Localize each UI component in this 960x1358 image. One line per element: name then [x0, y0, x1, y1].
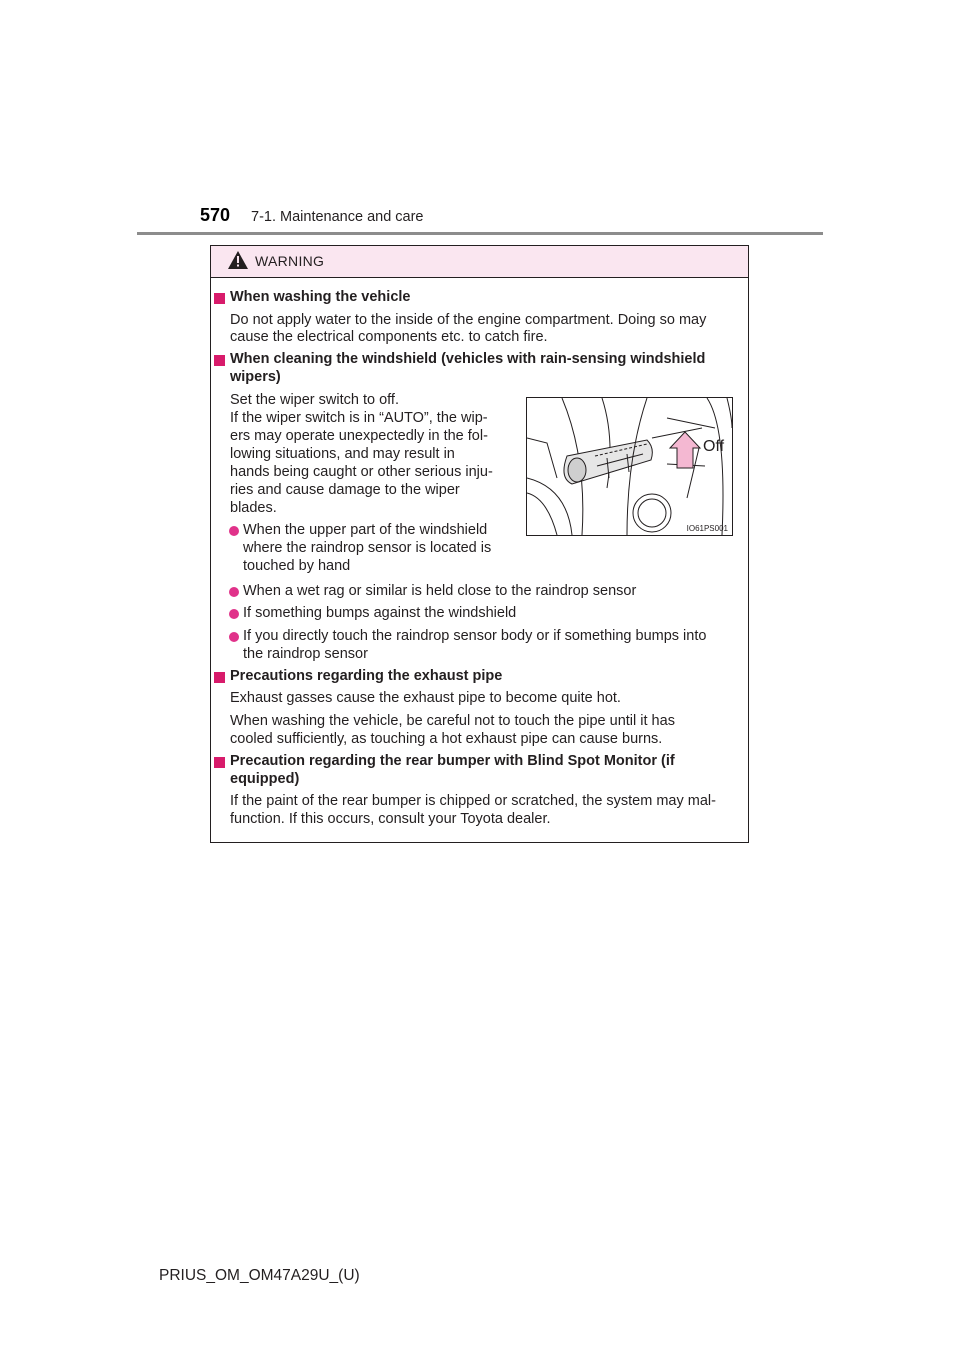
- para-wiper-5: hands being caught or other serious inju-: [230, 464, 493, 480]
- para-wiper-7: blades.: [230, 500, 277, 516]
- heading-windshield-2: wipers): [230, 369, 281, 385]
- round-bullet: [229, 632, 239, 642]
- bullet-upper-windshield-1: When the upper part of the windshield: [243, 522, 488, 538]
- heading-bumper-1: Precaution regarding the rear bumper with Blind Spot Monitor (if: [230, 753, 675, 769]
- section-title: 7-1. Maintenance and care: [251, 209, 424, 225]
- bullet-touch-sensor-2: the raindrop sensor: [243, 646, 368, 662]
- para-washing-1: Do not apply water to the inside of the engine compartment. Doing so may: [230, 312, 707, 328]
- round-bullet: [229, 526, 239, 536]
- para-wiper-1: Set the wiper switch to off.: [230, 392, 399, 408]
- para-wiper-6: ries and cause damage to the wiper: [230, 482, 460, 498]
- square-bullet: [214, 293, 225, 304]
- warning-header: [211, 246, 748, 278]
- square-bullet: [214, 757, 225, 768]
- figure-code: IO61PS001: [686, 524, 728, 533]
- para-exhaust: Exhaust gasses cause the exhaust pipe to become quite hot.: [230, 690, 621, 706]
- off-label: Off: [703, 438, 725, 455]
- footer-doc-id: PRIUS_OM_OM47A29U_(U): [159, 1267, 360, 1284]
- page-number: 570: [200, 205, 231, 225]
- para-bumper-2: function. If this occurs, consult your Toyota dealer.: [230, 811, 551, 827]
- para-exhaust-wash-1: When washing the vehicle, be careful not to touch the pipe until it has: [230, 713, 675, 729]
- para-wiper-2: If the wiper switch is in “AUTO”, the wip-: [230, 410, 488, 426]
- wiper-lever-drawing: [527, 398, 732, 535]
- para-bumper-1: If the paint of the rear bumper is chipped or scratched, the system may mal-: [230, 793, 716, 809]
- heading-exhaust: Precautions regarding the exhaust pipe: [230, 668, 503, 684]
- wiper-switch-illustration: [526, 397, 733, 536]
- square-bullet: [214, 672, 225, 683]
- heading-windshield-1: When cleaning the windshield (vehicles with rain-sensing windshield: [230, 351, 706, 367]
- warning-triangle-icon: [228, 251, 248, 269]
- heading-washing: When washing the vehicle: [230, 289, 411, 305]
- para-wiper-3: ers may operate unexpectedly in the fol-: [230, 428, 488, 444]
- bullet-wet-rag: When a wet rag or similar is held close to the raindrop sensor: [243, 583, 637, 599]
- square-bullet: [214, 355, 225, 366]
- bullet-touch-sensor-1: If you directly touch the raindrop sensor body or if something bumps into: [243, 628, 707, 644]
- bullet-upper-windshield-2: where the raindrop sensor is located is: [243, 540, 492, 556]
- para-washing-2: cause the electrical components etc. to catch fire.: [230, 329, 548, 345]
- para-exhaust-wash-2: cooled sufficiently, as touching a hot exhaust pipe can cause burns.: [230, 731, 663, 747]
- warning-label: WARNING: [255, 253, 325, 269]
- round-bullet: [229, 609, 239, 619]
- heading-bumper-2: equipped): [230, 771, 300, 787]
- bullet-upper-windshield-3: touched by hand: [243, 558, 351, 574]
- round-bullet: [229, 587, 239, 597]
- bullet-bumps: If something bumps against the windshield: [243, 605, 517, 621]
- header-divider: [137, 232, 823, 235]
- para-wiper-4: lowing situations, and may result in: [230, 446, 455, 462]
